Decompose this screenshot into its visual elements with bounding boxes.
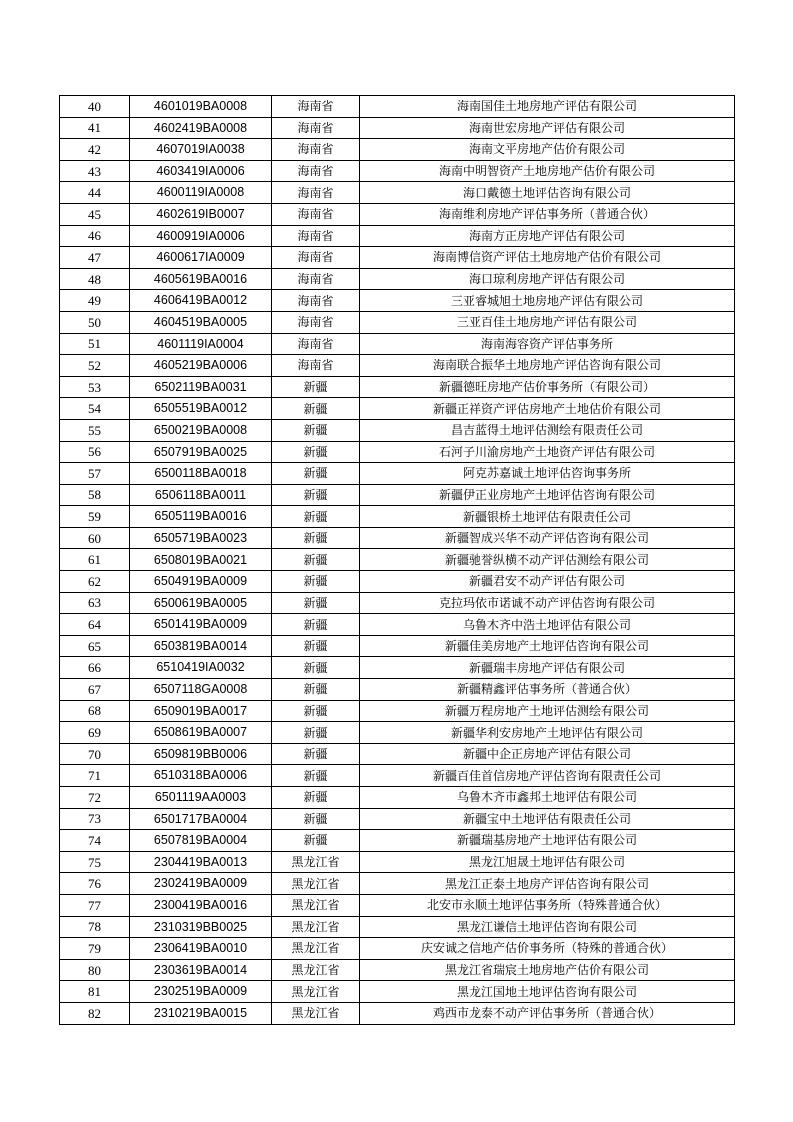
registration-code-cell: 6502119BA0031 — [130, 376, 272, 398]
table-row — [60, 938, 735, 960]
institution-name-cell: 新疆正祥资产评估房地产土地估价有限公司 — [360, 398, 735, 420]
table-row — [60, 1002, 735, 1024]
registration-code-cell: 4601019BA0008 — [130, 96, 272, 118]
registration-code-cell: 6504919BA0009 — [130, 571, 272, 593]
row-number-cell: 55 — [60, 419, 130, 441]
registration-code-cell: 4605219BA0006 — [130, 355, 272, 377]
registration-code-cell: 2306419BA0010 — [130, 938, 272, 960]
institution-name-cell: 海南中明智资产土地房地产估价有限公司 — [360, 160, 735, 182]
institution-name-cell: 黑龙江旭晟土地评估有限公司 — [360, 851, 735, 873]
province-cell: 海南省 — [272, 355, 360, 377]
institution-name-cell: 乌鲁木齐市鑫邦土地评估有限公司 — [360, 787, 735, 809]
table-row — [60, 614, 735, 636]
institution-name-cell: 石河子川渝房地产土地资产评估有限公司 — [360, 441, 735, 463]
row-number-cell: 52 — [60, 355, 130, 377]
institution-name-cell: 新疆瑞基房地产土地评估有限公司 — [360, 830, 735, 852]
registration-code-cell: 2304419BA0013 — [130, 851, 272, 873]
province-cell: 海南省 — [272, 139, 360, 161]
table-row — [60, 139, 735, 161]
row-number-cell: 53 — [60, 376, 130, 398]
institution-name-cell: 北安市永顺土地评估事务所（特殊普通合伙） — [360, 894, 735, 916]
registration-code-cell: 6508019BA0021 — [130, 549, 272, 571]
institution-name-cell: 黑龙江正泰土地房产评估咨询有限公司 — [360, 873, 735, 895]
institution-name-cell: 乌鲁木齐中浩土地评估有限公司 — [360, 614, 735, 636]
province-cell: 新疆 — [272, 376, 360, 398]
table-row — [60, 398, 735, 420]
row-number-cell: 77 — [60, 894, 130, 916]
province-cell: 新疆 — [272, 679, 360, 701]
province-cell: 新疆 — [272, 592, 360, 614]
registration-code-cell: 6507118GA0008 — [130, 679, 272, 701]
row-number-cell: 78 — [60, 916, 130, 938]
institution-name-cell: 三亚睿城旭土地房地产评估有限公司 — [360, 290, 735, 312]
institution-name-cell: 庆安诚之信地产估价事务所（特殊的普通合伙） — [360, 938, 735, 960]
institution-name-cell: 新疆精鑫评估事务所（普通合伙） — [360, 679, 735, 701]
registration-code-cell: 6510419IA0032 — [130, 657, 272, 679]
row-number-cell: 41 — [60, 117, 130, 139]
row-number-cell: 47 — [60, 247, 130, 269]
registration-code-cell: 6505119BA0016 — [130, 506, 272, 528]
table-row — [60, 96, 735, 118]
registration-code-cell: 4601119IA0004 — [130, 333, 272, 355]
row-number-cell: 56 — [60, 441, 130, 463]
registration-code-cell: 6509019BA0017 — [130, 700, 272, 722]
table-row — [60, 635, 735, 657]
table-row — [60, 851, 735, 873]
registration-code-cell: 6501717BA0004 — [130, 808, 272, 830]
row-number-cell: 82 — [60, 1002, 130, 1024]
province-cell: 新疆 — [272, 743, 360, 765]
province-cell: 新疆 — [272, 549, 360, 571]
table-row — [60, 592, 735, 614]
registration-code-cell: 6501419BA0009 — [130, 614, 272, 636]
registration-code-cell: 4605619BA0016 — [130, 268, 272, 290]
province-cell: 黑龙江省 — [272, 873, 360, 895]
row-number-cell: 40 — [60, 96, 130, 118]
registration-code-cell: 6510318BA0006 — [130, 765, 272, 787]
institution-name-cell: 海南联合振华土地房地产评估咨询有限公司 — [360, 355, 735, 377]
table-row — [60, 117, 735, 139]
table-row — [60, 787, 735, 809]
table-row — [60, 441, 735, 463]
table-row — [60, 225, 735, 247]
province-cell: 新疆 — [272, 527, 360, 549]
province-cell: 海南省 — [272, 333, 360, 355]
province-cell: 海南省 — [272, 225, 360, 247]
table-row — [60, 916, 735, 938]
registration-code-cell: 6507819BA0004 — [130, 830, 272, 852]
institution-name-cell: 昌吉蓝得土地评估测绘有限责任公司 — [360, 419, 735, 441]
row-number-cell: 79 — [60, 938, 130, 960]
registration-code-cell: 6505519BA0012 — [130, 398, 272, 420]
registration-code-cell: 4600119IA0008 — [130, 182, 272, 204]
table-row — [60, 830, 735, 852]
registry-table — [59, 95, 735, 1025]
row-number-cell: 67 — [60, 679, 130, 701]
registration-code-cell: 4600919IA0006 — [130, 225, 272, 247]
province-cell: 新疆 — [272, 398, 360, 420]
row-number-cell: 44 — [60, 182, 130, 204]
registration-code-cell: 6501119AA0003 — [130, 787, 272, 809]
table-row — [60, 484, 735, 506]
table-row — [60, 657, 735, 679]
row-number-cell: 54 — [60, 398, 130, 420]
province-cell: 海南省 — [272, 290, 360, 312]
province-cell: 海南省 — [272, 247, 360, 269]
row-number-cell: 70 — [60, 743, 130, 765]
row-number-cell: 50 — [60, 311, 130, 333]
institution-name-cell: 新疆德旺房地产估价事务所（有限公司） — [360, 376, 735, 398]
row-number-cell: 46 — [60, 225, 130, 247]
province-cell: 黑龙江省 — [272, 981, 360, 1003]
row-number-cell: 57 — [60, 463, 130, 485]
registration-code-cell: 4602619IB0007 — [130, 203, 272, 225]
institution-name-cell: 新疆百佳首信房地产评估咨询有限责任公司 — [360, 765, 735, 787]
row-number-cell: 68 — [60, 700, 130, 722]
row-number-cell: 75 — [60, 851, 130, 873]
table-row — [60, 160, 735, 182]
table-row — [60, 959, 735, 981]
table-row — [60, 311, 735, 333]
province-cell: 新疆 — [272, 614, 360, 636]
institution-name-cell: 三亚百佳土地房地产评估有限公司 — [360, 311, 735, 333]
institution-name-cell: 新疆华利安房地产土地评估有限公司 — [360, 722, 735, 744]
row-number-cell: 49 — [60, 290, 130, 312]
table-row — [60, 549, 735, 571]
registration-code-cell: 6506118BA0011 — [130, 484, 272, 506]
row-number-cell: 61 — [60, 549, 130, 571]
institution-name-cell: 新疆驰誉纵横不动产评估测绘有限公司 — [360, 549, 735, 571]
province-cell: 新疆 — [272, 830, 360, 852]
institution-name-cell: 新疆君安不动产评估有限公司 — [360, 571, 735, 593]
institution-name-cell: 海南海容资产评估事务所 — [360, 333, 735, 355]
row-number-cell: 45 — [60, 203, 130, 225]
row-number-cell: 76 — [60, 873, 130, 895]
table-row — [60, 182, 735, 204]
registration-code-cell: 2310319BB0025 — [130, 916, 272, 938]
institution-name-cell: 鸡西市龙泰不动产评估事务所（普通合伙） — [360, 1002, 735, 1024]
registration-code-cell: 4607019IA0038 — [130, 139, 272, 161]
province-cell: 新疆 — [272, 463, 360, 485]
row-number-cell: 64 — [60, 614, 130, 636]
province-cell: 黑龙江省 — [272, 894, 360, 916]
table-row — [60, 333, 735, 355]
institution-name-cell: 海口戴德土地评估咨询有限公司 — [360, 182, 735, 204]
table-row — [60, 743, 735, 765]
province-cell: 黑龙江省 — [272, 959, 360, 981]
institution-name-cell: 克拉玛依市诺诚不动产评估咨询有限公司 — [360, 592, 735, 614]
province-cell: 新疆 — [272, 722, 360, 744]
institution-name-cell: 黑龙江省瑞宸土地房地产估价有限公司 — [360, 959, 735, 981]
registration-code-cell: 4600617IA0009 — [130, 247, 272, 269]
table-row — [60, 268, 735, 290]
province-cell: 新疆 — [272, 441, 360, 463]
registration-code-cell: 6500619BA0005 — [130, 592, 272, 614]
registration-code-cell: 6503819BA0014 — [130, 635, 272, 657]
registration-code-cell: 6508619BA0007 — [130, 722, 272, 744]
row-number-cell: 65 — [60, 635, 130, 657]
registration-code-cell: 6500118BA0018 — [130, 463, 272, 485]
table-row — [60, 722, 735, 744]
province-cell: 新疆 — [272, 506, 360, 528]
province-cell: 海南省 — [272, 96, 360, 118]
institution-name-cell: 海南方正房地产评估有限公司 — [360, 225, 735, 247]
registration-code-cell: 4603419IA0006 — [130, 160, 272, 182]
province-cell: 黑龙江省 — [272, 916, 360, 938]
registration-code-cell: 2303619BA0014 — [130, 959, 272, 981]
row-number-cell: 62 — [60, 571, 130, 593]
province-cell: 新疆 — [272, 419, 360, 441]
registration-code-cell: 4606419BA0012 — [130, 290, 272, 312]
row-number-cell: 42 — [60, 139, 130, 161]
institution-name-cell: 海南国佳土地房地产评估有限公司 — [360, 96, 735, 118]
table-row — [60, 506, 735, 528]
row-number-cell: 58 — [60, 484, 130, 506]
province-cell: 海南省 — [272, 203, 360, 225]
table-row — [60, 894, 735, 916]
institution-name-cell: 新疆伊正业房地产土地评估咨询有限公司 — [360, 484, 735, 506]
table-row — [60, 419, 735, 441]
row-number-cell: 66 — [60, 657, 130, 679]
province-cell: 新疆 — [272, 700, 360, 722]
institution-name-cell: 新疆瑞丰房地产评估有限公司 — [360, 657, 735, 679]
registration-code-cell: 6505719BA0023 — [130, 527, 272, 549]
institution-name-cell: 黑龙江国地土地评估咨询有限公司 — [360, 981, 735, 1003]
row-number-cell: 74 — [60, 830, 130, 852]
institution-name-cell: 黑龙江谦信土地评估咨询有限公司 — [360, 916, 735, 938]
province-cell: 黑龙江省 — [272, 851, 360, 873]
row-number-cell: 59 — [60, 506, 130, 528]
row-number-cell: 80 — [60, 959, 130, 981]
province-cell: 新疆 — [272, 787, 360, 809]
institution-name-cell: 新疆宝中土地评估有限责任公司 — [360, 808, 735, 830]
registration-code-cell: 2302419BA0009 — [130, 873, 272, 895]
row-number-cell: 73 — [60, 808, 130, 830]
row-number-cell: 51 — [60, 333, 130, 355]
registry-table-body — [60, 96, 735, 1025]
registration-code-cell: 2310219BA0015 — [130, 1002, 272, 1024]
registration-code-cell: 4602419BA0008 — [130, 117, 272, 139]
institution-name-cell: 海南文平房地产估价有限公司 — [360, 139, 735, 161]
province-cell: 海南省 — [272, 268, 360, 290]
province-cell: 海南省 — [272, 311, 360, 333]
table-row — [60, 765, 735, 787]
registration-code-cell: 2302519BA0009 — [130, 981, 272, 1003]
registration-code-cell: 2300419BA0016 — [130, 894, 272, 916]
table-row — [60, 700, 735, 722]
province-cell: 新疆 — [272, 765, 360, 787]
table-row — [60, 376, 735, 398]
institution-name-cell: 新疆中企正房地产评估有限公司 — [360, 743, 735, 765]
institution-name-cell: 海南世宏房地产评估有限公司 — [360, 117, 735, 139]
row-number-cell: 81 — [60, 981, 130, 1003]
table-row — [60, 247, 735, 269]
row-number-cell: 69 — [60, 722, 130, 744]
province-cell: 新疆 — [272, 657, 360, 679]
table-row — [60, 527, 735, 549]
table-row — [60, 203, 735, 225]
table-row — [60, 679, 735, 701]
institution-name-cell: 阿克苏嘉诚土地评估咨询事务所 — [360, 463, 735, 485]
province-cell: 新疆 — [272, 635, 360, 657]
institution-name-cell: 新疆万程房地产土地评估测绘有限公司 — [360, 700, 735, 722]
registration-code-cell: 4604519BA0005 — [130, 311, 272, 333]
registration-code-cell: 6507919BA0025 — [130, 441, 272, 463]
province-cell: 海南省 — [272, 117, 360, 139]
province-cell: 新疆 — [272, 571, 360, 593]
row-number-cell: 43 — [60, 160, 130, 182]
institution-name-cell: 海南博信资产评估土地房地产估价有限公司 — [360, 247, 735, 269]
institution-name-cell: 新疆智成兴华不动产评估咨询有限公司 — [360, 527, 735, 549]
table-row — [60, 290, 735, 312]
province-cell: 新疆 — [272, 484, 360, 506]
institution-name-cell: 新疆佳美房地产土地评估咨询有限公司 — [360, 635, 735, 657]
row-number-cell: 60 — [60, 527, 130, 549]
table-row — [60, 463, 735, 485]
row-number-cell: 48 — [60, 268, 130, 290]
row-number-cell: 72 — [60, 787, 130, 809]
table-row — [60, 873, 735, 895]
institution-name-cell: 海口琼利房地产评估有限公司 — [360, 268, 735, 290]
province-cell: 新疆 — [272, 808, 360, 830]
registration-code-cell: 6509819BB0006 — [130, 743, 272, 765]
row-number-cell: 63 — [60, 592, 130, 614]
table-row — [60, 808, 735, 830]
institution-name-cell: 新疆银桥土地评估有限责任公司 — [360, 506, 735, 528]
row-number-cell: 71 — [60, 765, 130, 787]
table-row — [60, 981, 735, 1003]
table-row — [60, 571, 735, 593]
province-cell: 黑龙江省 — [272, 1002, 360, 1024]
province-cell: 海南省 — [272, 182, 360, 204]
institution-name-cell: 海南维利房地产评估事务所（普通合伙） — [360, 203, 735, 225]
province-cell: 黑龙江省 — [272, 938, 360, 960]
registration-code-cell: 6500219BA0008 — [130, 419, 272, 441]
table-row — [60, 355, 735, 377]
province-cell: 海南省 — [272, 160, 360, 182]
